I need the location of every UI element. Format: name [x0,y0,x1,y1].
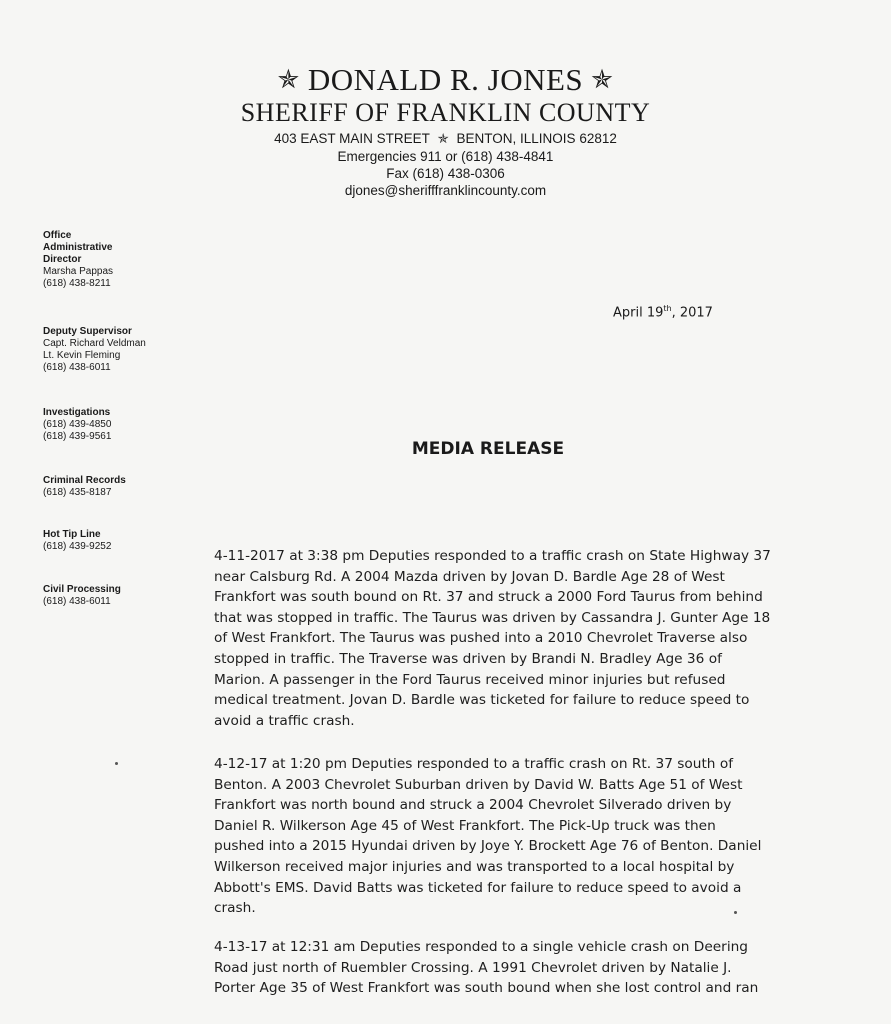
sidebar-line: (618) 438-8211 [43,278,111,289]
paragraph-line: crash. [214,900,256,917]
sidebar-block-office [43,230,113,290]
paragraph-line: Road just north of Ruembler Crossing. A 1991 Chevrolet driven by Natalie J. [214,959,732,976]
sidebar-block-deputy [43,326,146,374]
star-icon: ✯ [437,131,449,146]
paragraph-line: avoid a traffic crash. [214,712,355,729]
sidebar-heading: Criminal Records [43,475,126,486]
sidebar-line: Capt. Richard Veldman [43,338,146,349]
paragraph-line: 4-12-17 at 1:20 pm Deputies responded to a traffic crash on Rt. 37 south of [214,756,734,772]
paragraph-line: stopped in traffic. The Traverse was driven by Brandi N. Bradley Age 36 of [214,650,722,667]
paragraph-line: of West Frankfort. The Taurus was pushed into a 2010 Chevrolet Traverse also [214,630,748,647]
paragraph-line: 4-11-2017 at 3:38 pm Deputies responded to a traffic crash on State Highway 37 [214,548,771,564]
star-icon: ✯ [591,65,614,94]
paragraph-line: Frankfort was north bound and struck a 2004 Chevrolet Silverado driven by [214,797,732,814]
sidebar-heading: Investigations [43,407,111,418]
sidebar-line: (618) 439-4850 [43,419,112,430]
paragraph-line: near Calsburg Rd. A 2004 Mazda driven by Jovan D. Bardle Age 28 of West [214,568,725,585]
sheriff-name-heading [0,62,891,98]
date-ordinal: th [663,304,672,313]
sidebar-heading: Civil Processing [43,584,121,595]
paragraph-line: that was stopped in traffic. The Taurus was driven by Cassandra J. Gunter Age 18 [214,609,771,626]
date-prefix: April 19 [613,305,664,321]
address-line [0,130,891,147]
sidebar-line: (618) 439-9561 [43,431,112,442]
release-title: MEDIA RELEASE [411,439,565,459]
sidebar-heading: Office Administrative Director [43,230,113,265]
sidebar-line: (618) 435-8187 [43,487,112,498]
paragraph-line: 4-13-17 at 12:31 am Deputies responded to a single vehicle crash on Deering [214,939,748,955]
sidebar-line: (618) 438-6011 [43,596,111,607]
paragraph-line: Frankfort was south bound on Rt. 37 and struck a 2000 Ford Taurus from behind [214,589,763,606]
emergencies-line: Emergencies 911 or (618) 438-4841 [337,149,554,164]
scan-speck [115,762,118,765]
scan-speck [734,911,737,914]
paragraph-line: Benton. A 2003 Chevrolet Suburban driven by David W. Batts Age 51 of West [214,776,743,793]
sidebar-heading: Hot Tip Line [43,529,101,540]
sheriff-title: SHERIFF OF FRANKLIN COUNTY [240,98,651,127]
release-date [613,304,713,320]
paragraph-line: Porter Age 35 of West Frankfort was south bound when she lost control and ran [214,980,759,997]
paragraph-line: pushed into a 2015 Hyundai driven by Joye Y. Brockett Age 76 of Benton. Daniel [214,838,762,855]
incident-paragraph-3 [214,937,784,999]
sheriff-name: DONALD R. JONES [307,62,584,97]
sidebar-line: (618) 439-9252 [43,541,112,552]
sidebar-line: Lt. Kevin Fleming [43,350,121,361]
sidebar-block-tipline [43,529,111,553]
sidebar-line: Marsha Pappas [43,266,114,277]
incident-paragraph-1 [214,546,784,731]
address-street: 403 EAST MAIN STREET [274,131,430,146]
paragraph-line: Daniel R. Wilkerson Age 45 of West Frankfort. The Pick-Up truck was then [214,817,716,834]
sidebar-block-civil [43,584,121,608]
fax-line: Fax (618) 438-0306 [386,166,505,181]
star-icon: ✯ [277,65,300,94]
sidebar-heading: Deputy Supervisor [43,326,132,337]
sidebar-line: (618) 438-6011 [43,362,111,373]
paragraph-line: Marion. A passenger in the Ford Taurus received minor injuries but refused [214,671,726,688]
paragraph-line: medical treatment. Jovan D. Bardle was ticketed for failure to reduce speed to [214,692,750,709]
sidebar-block-investigations [43,407,111,443]
email-link[interactable]: djones@sherifffranklincounty.com [344,183,547,198]
paragraph-line: Abbott's EMS. David Batts was ticketed for failure to reduce speed to avoid a [214,879,742,896]
date-year: , 2017 [671,305,713,321]
paragraph-line: Wilkerson received major injuries and was transported to a local hospital by [214,858,735,875]
sidebar-block-records [43,475,126,499]
incident-paragraph-2 [214,754,784,919]
address-city: BENTON, ILLINOIS 62812 [456,131,617,146]
